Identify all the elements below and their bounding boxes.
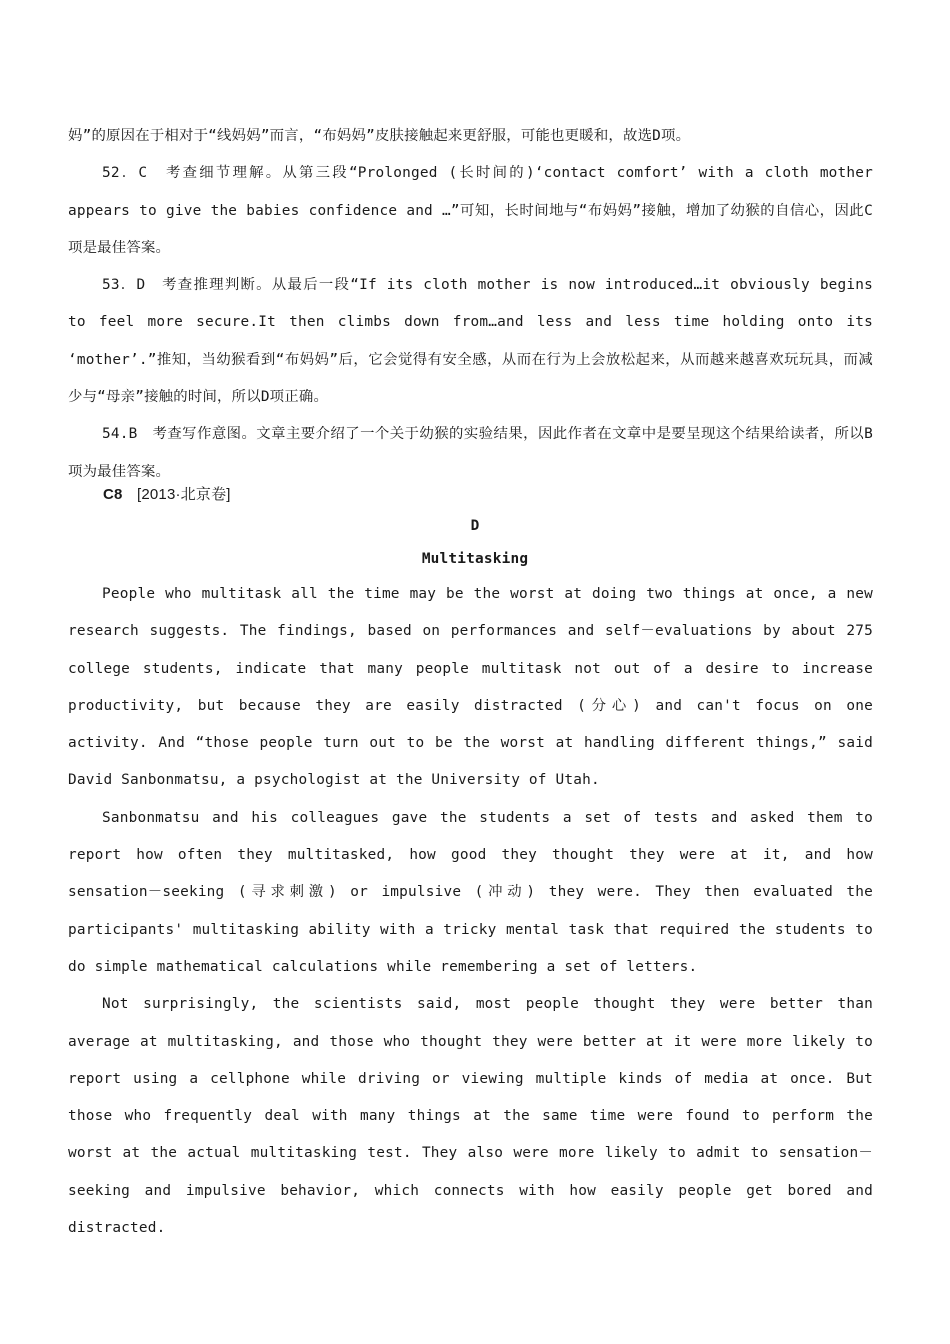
passage-paragraph-2: Sanbonmatsu and his colleagues gave the students a set of tests and asked them to report how often they multitasked, how good they thought they were at it, and how sensation－seeking (寻求刺激) or impulsive (冲动) they were. They then evaluated the participants' multitasking ability with a tricky mental task that required the students to do simple mathematical calculations while remembering a set of letters. — [68, 809, 873, 975]
section-code: C8 — [103, 486, 123, 503]
answer-53: 53．D 考查推理判断。从最后一段“If its cloth mother is now introduced…it obviously begins to feel more secure.It then climbs down from…and less and less time holding onto its ‘mother’.”推知，当幼猴看到“布妈妈”后，它会觉得有安全感，从而在行为上会放松起来，从而越来越喜欢玩玩具，而减少与“母亲”接触的时间，所以D项正确。 — [68, 277, 873, 406]
passage-paragraph-1: People who multitask all the time may be the worst at doing two things at once, a new research suggests. The findings, based on performances and self－evaluations by about 275 college students, indicate that many people multitask not out of a desire to increase productivity, but because they are easily distracted (分心) and can't focus on one activity. And “those people turn out to be the worst at handling different things,” said David Sanbonmatsu, a psychologist at the University of Utah. — [68, 586, 873, 789]
passage-body — [68, 576, 873, 1247]
answer-54: 54.B 考查写作意图。文章主要介绍了一个关于幼猴的实验结果，因此作者在文章中是要呈现这个结果给读者，所以B项为最佳答案。 — [68, 426, 873, 480]
answer-51-continuation: 妈”的原因在于相对于“线妈妈”而言，“布妈妈”皮肤接触起来更舒服，可能也更暖和，故选D项。 — [68, 128, 691, 144]
passage-title: Multitasking — [421, 551, 529, 567]
section-source: [2013·北京卷] — [136, 486, 231, 503]
answer-explanations — [68, 118, 873, 491]
section-heading — [103, 483, 231, 504]
answer-52: 52．C 考查细节理解。从第三段“Prolonged (长时间的)‘contact comfort’ with a cloth mother appears to give the babies confidence and …”可知，长时间地与“布妈妈”接触，增加了幼猴的自信心，因此C项是最佳答案。 — [68, 165, 873, 256]
passage-paragraph-3: Not surprisingly, the scientists said, most people thought they were better than average at multitasking, and those who thought they were better at it were more likely to report using a cellphone while driving or viewing multiple kinds of media at once. But those who frequently deal with many things at the same time were found to perform the worst at the actual multitasking test. They also were more likely to admit to sensation－seeking and impulsive behavior, which connects with how easily people get bored and distracted. — [68, 996, 873, 1237]
passage-letter: D — [470, 518, 480, 534]
